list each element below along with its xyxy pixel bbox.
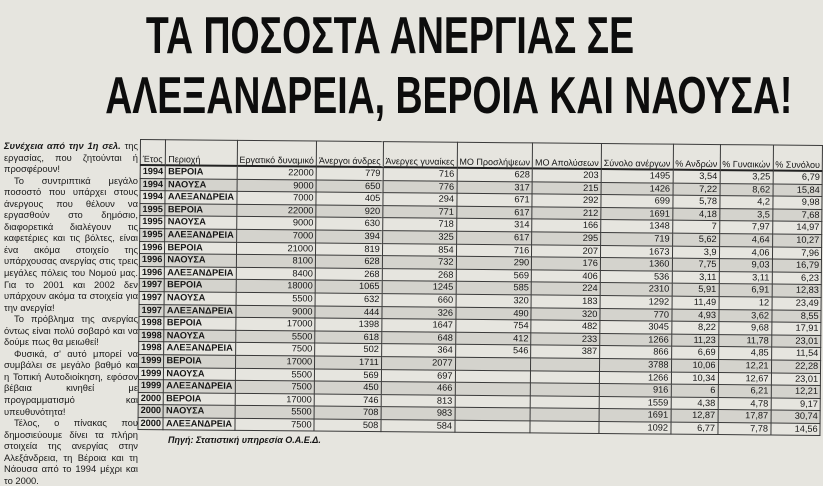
cell-col-unemployed-men: 632 <box>315 293 382 306</box>
cell-col-unemployed-women: 697 <box>381 369 455 382</box>
cell-col-avg-layoffs <box>530 383 599 396</box>
cell-col-year: 1995 <box>140 228 166 241</box>
cell-col-region: ΑΛΕΞΑΝΔΡΕΙΑ <box>164 304 235 317</box>
cell-col-pct-men: 10,06 <box>671 359 718 372</box>
cell-col-pct-total: 12,83 <box>772 284 822 297</box>
cell-col-pct-men: 12,87 <box>671 409 718 422</box>
cell-col-unemployed-men: 618 <box>315 331 382 344</box>
cell-col-pct-women: 7,97 <box>719 221 772 234</box>
cell-col-pct-men: 8,22 <box>671 321 718 334</box>
unemployment-table <box>137 139 823 436</box>
article-body <box>4 140 138 486</box>
cell-col-year: 1999 <box>138 367 164 380</box>
cell-col-avg-hires <box>455 382 531 395</box>
cell-col-year: 1996 <box>139 241 165 254</box>
cell-col-avg-layoffs: 166 <box>532 219 601 232</box>
cell-col-pct-total: 14,97 <box>772 221 822 234</box>
cell-col-total-unemployed: 1092 <box>599 421 671 434</box>
cell-col-unemployed-women: 732 <box>382 256 456 269</box>
cell-col-unemployed-men: 444 <box>315 306 382 319</box>
cell-col-avg-hires: 617 <box>456 206 532 219</box>
cell-col-region: ΝΑΟΥΣΑ <box>165 254 236 267</box>
cell-col-avg-hires: 314 <box>456 219 532 232</box>
cell-col-pct-total: 12,21 <box>771 385 821 398</box>
header-col-pct-men: % Ανδρών <box>673 144 720 170</box>
cell-col-unemployed-men: 628 <box>315 255 382 268</box>
cell-col-avg-hires: 671 <box>456 193 532 206</box>
cell-col-year: 1995 <box>140 216 166 229</box>
cell-col-unemployed-men: 502 <box>315 343 382 356</box>
cell-col-avg-layoffs: 320 <box>531 307 600 320</box>
cell-col-unemployed-women: 648 <box>381 331 455 344</box>
cell-col-year: 2000 <box>138 392 164 405</box>
cell-col-year: 1997 <box>139 291 165 304</box>
cell-col-labor-force: 9000 <box>236 305 316 318</box>
cell-col-avg-hires: 569 <box>456 269 532 282</box>
cell-col-year: 2000 <box>138 417 164 430</box>
cell-col-avg-layoffs <box>530 408 599 421</box>
header-col-pct-total: % Συνόλου <box>773 145 823 171</box>
cell-col-unemployed-women: 716 <box>383 167 457 181</box>
cell-col-region: ΑΛΕΞΑΝΔΡΕΙΑ <box>163 418 234 431</box>
cell-col-avg-hires: 490 <box>456 307 532 320</box>
cell-col-avg-hires: 585 <box>456 282 532 295</box>
cell-col-region: ΝΑΟΥΣΑ <box>165 292 236 305</box>
cell-col-unemployed-men: 779 <box>316 167 383 181</box>
cell-col-total-unemployed: 866 <box>600 346 672 359</box>
cell-col-labor-force: 9000 <box>236 217 316 230</box>
cell-col-avg-hires: 617 <box>456 231 532 244</box>
cell-col-pct-women: 11,78 <box>718 334 771 347</box>
cell-col-year: 1994 <box>140 178 166 191</box>
cell-col-labor-force: 7500 <box>235 418 315 431</box>
article-paragraph: της εργασίας, που ζητούνται ή προσφέρουν! <box>4 140 138 175</box>
cell-col-pct-total: 10,27 <box>772 234 822 247</box>
cell-col-unemployed-men: 708 <box>314 406 381 419</box>
cell-col-unemployed-men: 650 <box>316 180 383 193</box>
cell-col-year: 1998 <box>139 317 165 330</box>
cell-col-unemployed-men: 405 <box>316 192 383 205</box>
article-paragraph: Το συντριπτικά μεγάλο ποσοστό που υπάρχει στους άνεργους που θέλουν να εργασθούν στο δημόσιο, διαφορετικά διαλέγουν τις καφετέριες και τις βόλτες, είναι ένα ακόμα στοιχείο της υπάρχουσας ανεργίας στις τρεις μεγάλες πόλεις του Νομού μας. Για το 2001 και 2002 δεν υπάρχουν ακόμα τα στοιχεία για την ανεργία! <box>4 174 138 313</box>
cell-col-total-unemployed: 916 <box>599 384 671 397</box>
cell-col-total-unemployed: 3788 <box>599 358 671 371</box>
cell-col-total-unemployed: 2310 <box>600 283 672 296</box>
cell-col-pct-women: 4,85 <box>718 347 771 360</box>
cell-col-pct-women: 12,67 <box>718 372 771 385</box>
cell-col-pct-women: 4,64 <box>719 234 772 247</box>
cell-col-pct-men: 3,54 <box>673 170 720 184</box>
cell-col-labor-force: 7000 <box>236 229 316 242</box>
cell-col-avg-layoffs: 207 <box>532 244 601 257</box>
cell-col-pct-men: 4,38 <box>671 397 718 410</box>
article-paragraph: Τέλος, ο πίνακας που δημοσιεύουμε δίνει τα πλήρη στοιχεία της ανεργίας στην Αλεξάνδρεια, τη Βέροια και τη Νάουσα από το 1994 μέχρι και το 2000. <box>4 417 138 486</box>
cell-col-pct-total: 14,56 <box>770 423 820 436</box>
cell-col-unemployed-women: 364 <box>381 344 455 357</box>
cell-col-unemployed-men: 920 <box>316 205 383 218</box>
cell-col-avg-layoffs: 387 <box>531 345 600 358</box>
cell-col-year: 1996 <box>139 254 165 267</box>
cell-col-labor-force: 7500 <box>235 343 315 356</box>
cell-col-unemployed-women: 776 <box>383 180 457 193</box>
cell-col-labor-force: 8400 <box>236 267 316 280</box>
cell-col-pct-men: 4,93 <box>671 309 718 322</box>
cell-col-labor-force: 7000 <box>237 192 317 205</box>
cell-col-pct-men: 5,62 <box>672 233 719 246</box>
cell-col-unemployed-men: 268 <box>315 268 382 281</box>
cell-col-unemployed-women: 584 <box>381 419 455 432</box>
continuation-note: Συνέχεια από την 1η σελ. <box>4 140 121 151</box>
cell-col-unemployed-women: 854 <box>382 243 456 256</box>
cell-col-unemployed-women: 813 <box>381 394 455 407</box>
cell-col-pct-total: 17,91 <box>771 322 821 335</box>
cell-col-pct-total: 22,28 <box>771 360 821 373</box>
cell-col-region: ΝΑΟΥΣΑ <box>164 329 235 342</box>
cell-col-avg-hires: 546 <box>455 345 531 358</box>
cell-col-labor-force: 5500 <box>235 368 315 381</box>
cell-col-unemployed-men: 1065 <box>315 280 382 293</box>
cell-col-region: ΒΕΡΟΙΑ <box>165 279 236 292</box>
cell-col-labor-force: 9000 <box>237 179 317 192</box>
cell-col-pct-total: 15,84 <box>773 184 823 197</box>
cell-col-labor-force: 5500 <box>236 292 316 305</box>
cell-col-avg-layoffs: 224 <box>531 282 600 295</box>
cell-col-avg-hires <box>455 408 531 421</box>
cell-col-labor-force: 17000 <box>235 317 315 330</box>
cell-col-pct-total: 16,79 <box>772 259 822 272</box>
cell-col-avg-hires <box>455 395 531 408</box>
article-lead-paragraph <box>4 140 138 175</box>
cell-col-pct-men: 7,22 <box>673 183 720 196</box>
cell-col-unemployed-women: 771 <box>383 205 457 218</box>
cell-col-region: ΝΑΟΥΣΑ <box>164 405 235 418</box>
cell-col-pct-men: 6,69 <box>671 346 718 359</box>
cell-col-total-unemployed: 1348 <box>601 220 673 233</box>
cell-col-avg-layoffs <box>531 358 600 371</box>
cell-col-labor-force: 8100 <box>236 254 316 267</box>
cell-col-avg-layoffs <box>530 396 599 409</box>
cell-col-region: ΒΕΡΟΙΑ <box>164 392 235 405</box>
cell-col-pct-men: 11,23 <box>671 334 718 347</box>
cell-col-unemployed-men: 746 <box>314 394 381 407</box>
cell-col-labor-force: 21000 <box>236 242 316 255</box>
cell-col-pct-total: 23,01 <box>771 335 821 348</box>
cell-col-total-unemployed: 1691 <box>601 207 673 220</box>
cell-col-avg-layoffs <box>530 421 599 434</box>
cell-col-pct-women: 7,78 <box>717 422 770 435</box>
article-paragraph: Το πρόβλημα της ανεργίας όντως είναι πολύ σοβαρό και να δούμε πως θα μειωθεί! <box>4 313 138 348</box>
cell-col-pct-total: 30,74 <box>771 410 821 423</box>
article-paragraph: Φυσικά, σ' αυτό μπορεί να συμβάλει σε μεγάλο βαθμό και η Τοπική Αυτοδιοίκηση, εφόσον βέβαια κινηθεί με προγραμματισμό και υπευθυνότητα! <box>4 347 138 417</box>
cell-col-pct-total: 11,54 <box>771 347 821 360</box>
cell-col-region: ΝΑΟΥΣΑ <box>164 367 235 380</box>
cell-col-pct-total: 9,17 <box>771 398 821 411</box>
cell-col-avg-hires: 754 <box>455 319 531 332</box>
cell-col-unemployed-men: 508 <box>314 419 381 432</box>
cell-col-avg-hires: 628 <box>457 168 533 182</box>
cell-col-unemployed-women: 268 <box>382 268 456 281</box>
cell-col-pct-men: 7 <box>672 221 719 234</box>
cell-col-total-unemployed: 1292 <box>600 295 672 308</box>
cell-col-pct-women: 6,21 <box>718 385 771 398</box>
header-col-unemployed-women: Άνεργες γυναίκες <box>383 142 457 168</box>
cell-col-pct-men: 3,11 <box>672 271 719 284</box>
cell-col-region: ΑΛΕΞΑΝΔΡΕΙΑ <box>165 266 236 279</box>
cell-col-avg-layoffs: 295 <box>532 232 601 245</box>
cell-col-region: ΒΕΡΟΙΑ <box>165 241 236 254</box>
cell-col-pct-women: 3,25 <box>720 170 773 184</box>
cell-col-pct-women: 3,5 <box>719 208 772 221</box>
cell-col-pct-men: 11,49 <box>672 296 719 309</box>
cell-col-region: ΒΕΡΟΙΑ <box>164 355 235 368</box>
cell-col-avg-hires <box>455 357 531 370</box>
cell-col-unemployed-women: 325 <box>382 231 456 244</box>
cell-col-total-unemployed: 1266 <box>599 371 671 384</box>
cell-col-pct-total: 7,68 <box>772 209 822 222</box>
cell-col-year: 1997 <box>139 304 165 317</box>
header-col-year: Έτος <box>140 140 166 166</box>
cell-col-avg-hires: 412 <box>455 332 531 345</box>
header-col-region: Περιοχή <box>166 140 237 166</box>
cell-col-year: 1994 <box>140 191 166 204</box>
cell-col-pct-men: 7,75 <box>672 258 719 271</box>
header-col-labor-force: Εργατικό δυναμικό <box>237 140 317 166</box>
cell-col-unemployed-men: 1398 <box>315 318 382 331</box>
cell-col-unemployed-men: 450 <box>314 381 381 394</box>
cell-col-pct-men: 6,77 <box>670 422 717 435</box>
cell-col-labor-force: 22000 <box>237 166 317 180</box>
cell-col-pct-total: 23,01 <box>771 373 821 386</box>
cell-col-pct-women: 12 <box>719 296 772 309</box>
cell-col-labor-force: 7500 <box>235 380 315 393</box>
cell-col-unemployed-women: 983 <box>381 407 455 420</box>
cell-col-labor-force: 22000 <box>236 204 316 217</box>
cell-col-region: ΝΑΟΥΣΑ <box>165 216 236 229</box>
cell-col-avg-hires: 716 <box>456 244 532 257</box>
cell-col-total-unemployed: 536 <box>600 270 672 283</box>
cell-col-avg-layoffs: 215 <box>532 182 601 195</box>
cell-col-avg-layoffs: 233 <box>531 333 600 346</box>
cell-col-labor-force: 5500 <box>235 406 315 419</box>
cell-col-labor-force: 17000 <box>235 393 315 406</box>
cell-col-pct-women: 8,62 <box>720 183 773 196</box>
cell-col-unemployed-women: 660 <box>382 294 456 307</box>
cell-col-avg-layoffs: 482 <box>531 320 600 333</box>
cell-col-unemployed-men: 630 <box>316 217 383 230</box>
cell-col-year: 1999 <box>139 354 165 367</box>
cell-col-total-unemployed: 1673 <box>600 245 672 258</box>
cell-col-pct-women: 9,03 <box>719 259 772 272</box>
cell-col-unemployed-women: 294 <box>383 193 457 206</box>
cell-col-year: 1997 <box>139 279 165 292</box>
cell-col-labor-force: 18000 <box>236 280 316 293</box>
cell-col-total-unemployed: 719 <box>601 232 673 245</box>
header-col-unemployed-men: Άνεργοι άνδρες <box>316 141 383 167</box>
cell-col-unemployed-women: 1647 <box>382 319 456 332</box>
cell-col-region: ΑΛΕΞΑΝΔΡΕΙΑ <box>164 380 235 393</box>
cell-col-avg-layoffs: 176 <box>532 257 601 270</box>
cell-col-region: ΑΛΕΞΑΝΔΡΕΙΑ <box>164 342 235 355</box>
cell-col-pct-total: 8,55 <box>771 310 821 323</box>
cell-col-region: ΝΑΟΥΣΑ <box>166 178 237 191</box>
cell-col-pct-women: 4,2 <box>719 196 772 209</box>
cell-col-pct-men: 3,9 <box>672 246 719 259</box>
cell-col-pct-men: 6 <box>671 384 718 397</box>
header-col-pct-women: % Γυναικών <box>720 145 773 171</box>
cell-col-year: 1996 <box>139 266 165 279</box>
cell-col-pct-total: 6,23 <box>772 272 822 285</box>
cell-col-pct-women: 9,68 <box>718 322 771 335</box>
cell-col-pct-women: 4,78 <box>718 397 771 410</box>
cell-col-total-unemployed: 1495 <box>601 169 673 183</box>
cell-col-unemployed-women: 2077 <box>381 357 455 370</box>
cell-col-pct-women: 6,91 <box>719 284 772 297</box>
cell-col-unemployed-women: 466 <box>381 382 455 395</box>
table-body <box>138 165 822 436</box>
cell-col-labor-force: 5500 <box>235 330 315 343</box>
cell-col-unemployed-women: 326 <box>382 306 456 319</box>
cell-col-unemployed-men: 569 <box>314 369 381 382</box>
headline-line-2: ΑΛΕΞΑΝΔΡΕΙΑ, ΒΕΡΟΙΑ ΚΑΙ ΝΑΟΥΣΑ! <box>105 67 793 125</box>
unemployment-table-wrapper <box>137 139 820 437</box>
cell-col-total-unemployed: 1360 <box>600 258 672 271</box>
cell-col-unemployed-women: 1245 <box>382 281 456 294</box>
cell-col-pct-women: 12,21 <box>718 359 771 372</box>
cell-col-year: 1995 <box>140 203 166 216</box>
cell-col-pct-total: 7,96 <box>772 247 822 260</box>
cell-col-pct-men: 5,78 <box>672 195 719 208</box>
cell-col-year: 2000 <box>138 405 164 418</box>
cell-col-avg-layoffs: 203 <box>532 168 601 182</box>
cell-col-pct-women: 4,06 <box>719 246 772 259</box>
cell-col-pct-total: 9,98 <box>772 196 822 209</box>
cell-col-region: ΒΕΡΟΙΑ <box>165 204 236 217</box>
header-col-avg-hires: ΜΟ Προσλήψεων <box>457 142 533 168</box>
cell-col-pct-women: 3,62 <box>718 309 771 322</box>
cell-col-year: 1998 <box>139 342 165 355</box>
cell-col-unemployed-men: 394 <box>316 230 383 243</box>
cell-col-avg-hires: 317 <box>457 181 533 194</box>
cell-col-total-unemployed: 3045 <box>600 321 672 334</box>
cell-col-pct-men: 5,91 <box>672 283 719 296</box>
cell-col-avg-layoffs: 183 <box>531 295 600 308</box>
headline-line-1: ΤΑ ΠΟΣΟΣΤΑ ΑΝΕΡΓΙΑΣ ΣΕ <box>145 7 635 65</box>
cell-col-year: 1994 <box>140 165 166 178</box>
cell-col-pct-men: 10,34 <box>671 372 718 385</box>
cell-col-total-unemployed: 699 <box>601 195 673 208</box>
cell-col-total-unemployed: 1266 <box>600 333 672 346</box>
cell-col-pct-total: 6,79 <box>773 171 823 185</box>
cell-col-avg-layoffs: 292 <box>532 194 601 207</box>
cell-col-region: ΒΕΡΟΙΑ <box>164 317 235 330</box>
cell-col-region: ΑΛΕΞΑΝΔΡΕΙΑ <box>165 229 236 242</box>
cell-col-pct-men: 4,18 <box>672 208 719 221</box>
cell-col-avg-hires <box>455 370 531 383</box>
cell-col-unemployed-men: 819 <box>316 243 383 256</box>
cell-col-avg-hires <box>455 420 531 433</box>
cell-col-total-unemployed: 770 <box>600 308 672 321</box>
cell-col-pct-women: 17,87 <box>718 410 771 423</box>
cell-col-region: ΒΕΡΟΙΑ <box>166 165 237 179</box>
cell-col-unemployed-women: 718 <box>382 218 456 231</box>
source-note: Πηγή: Στατιστική υπηρεσία Ο.Α.Ε.Δ. <box>168 435 321 445</box>
cell-col-total-unemployed: 1559 <box>599 396 671 409</box>
cell-col-pct-women: 3,11 <box>719 271 772 284</box>
cell-col-unemployed-men: 1711 <box>315 356 382 369</box>
cell-col-avg-layoffs <box>531 370 600 383</box>
cell-col-avg-layoffs: 212 <box>532 207 601 220</box>
cell-col-year: 1999 <box>138 380 164 393</box>
cell-col-labor-force: 17000 <box>235 355 315 368</box>
cell-col-region: ΑΛΕΞΑΝΔΡΕΙΑ <box>165 191 236 204</box>
cell-col-total-unemployed: 1426 <box>601 182 673 195</box>
cell-col-year: 1998 <box>139 329 165 342</box>
header-col-avg-layoffs: ΜΟ Απολύσεων <box>532 143 601 169</box>
header-col-total-unemployed: Σύνολο ανέργων <box>601 144 673 170</box>
cell-col-avg-hires: 290 <box>456 256 532 269</box>
cell-col-avg-hires: 320 <box>456 294 532 307</box>
cell-col-avg-layoffs: 406 <box>531 270 600 283</box>
cell-col-pct-total: 23,49 <box>772 297 822 310</box>
cell-col-total-unemployed: 1691 <box>599 409 671 422</box>
